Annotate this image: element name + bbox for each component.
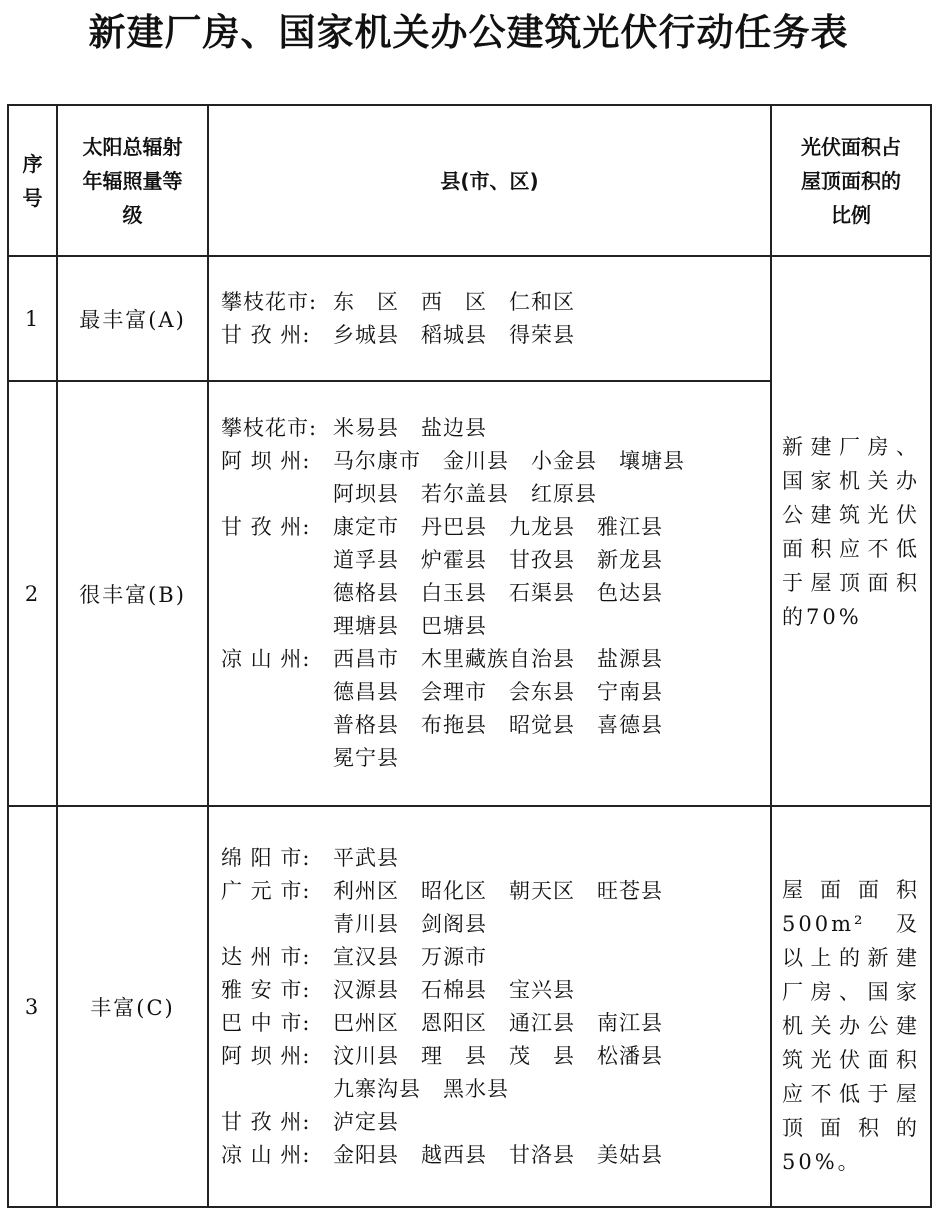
area-entry: 阿 坝 州: 马尔康市 金川县 小金县 壤塘县 (221, 449, 685, 473)
ratio-ab: 新建厂房、国家机关办公建筑光伏面积应不低于屋顶面积的70% (771, 256, 931, 806)
row-areas: 攀枝花市: 米易县 盐边县 阿 坝 州: 马尔康市 金川县 小金县 壤塘县 阿坝县 若尔盖县 红原县 甘 孜 州: 康定市 丹巴县 九龙县 雅江县 道孚县 炉霍县 甘孜县 新龙县 德格县 白玉县 石渠县 色达县 理塘县 巴塘县 凉 山 州: 西昌市 木里藏族自治县 盐源县 德昌县 会理市 会东县 宁南县 普格县 布拖县 昭觉县 喜德县 冕宁县 (208, 381, 771, 806)
area-entry: 阿 坝 州: 汶川县 理 县 茂 县 松潘县 (221, 1043, 663, 1068)
table-row (8, 806, 931, 1207)
task-table (7, 104, 932, 1208)
row-areas (208, 256, 771, 381)
page-title: 新建厂房、国家机关办公建筑光伏行动任务表 (88, 11, 849, 54)
row-level: 最丰富(A) (57, 256, 208, 381)
table-row (8, 256, 931, 381)
area-entry: 甘 孜 州: 乡城县 稻城县 得荣县 (221, 322, 575, 347)
area-entry: 攀枝花市: 米易县 盐边县 (221, 416, 487, 440)
area-entry: 凉 山 州: 金阳县 越西县 甘洛县 美姑县 (221, 1142, 663, 1167)
area-entry: 巴 中 市: 巴州区 恩阳区 通江县 南江县 (221, 1010, 663, 1035)
ratio-c: 屋面面积500m² 及以上的新建厂房、国家机关办公建筑光伏面积应不低于屋顶面积的50%。 (771, 806, 931, 1207)
area-entry: 广 元 市: 利州区 昭化区 朝天区 旺苍县 (221, 878, 663, 903)
area-entry: 攀枝花市: 东 区 西 区 仁和区 (221, 289, 575, 314)
header-seq: 序号 (8, 105, 57, 256)
header-level: 太阳总辐射年辐照量等级 (57, 105, 208, 256)
area-entry: 甘 孜 州: 康定市 丹巴县 九龙县 雅江县 (221, 515, 663, 539)
row-level: 很丰富(B) (57, 381, 208, 806)
row-seq: 1 (8, 256, 57, 381)
area-entry: 甘 孜 州: 泸定县 (221, 1109, 399, 1134)
row-areas: 绵 阳 市: 平武县 广 元 市: 利州区 昭化区 朝天区 旺苍县 青川县 剑阁县 达 州 市: 宣汉县 万源市 雅 安 市: 汉源县 石棉县 宝兴县 巴 中 市: 巴州区 恩阳区 通江县 南江县 阿 坝 州: 汶川县 理 县 茂 县 松潘县 九寨沟县 黑水县 甘 孜 州: 泸定县 凉 山 州: 金阳县 越西县 甘洛县 美姑县 (208, 806, 771, 1207)
table-header-row (8, 105, 931, 256)
area-entry: 雅 安 市: 汉源县 石棉县 宝兴县 (221, 977, 575, 1002)
row-seq: 2 (8, 381, 57, 806)
row-seq: 3 (8, 806, 57, 1207)
row-level: 丰富(C) (57, 806, 208, 1207)
header-counties: 县(市、区) (208, 105, 771, 256)
area-entry: 绵 阳 市: 平武县 (221, 845, 399, 870)
area-entry: 达 州 市: 宣汉县 万源市 (221, 944, 487, 969)
header-ratio: 光伏面积占屋顶面积的比例 (771, 105, 931, 256)
area-entry: 凉 山 州: 西昌市 木里藏族自治县 盐源县 (221, 647, 663, 671)
